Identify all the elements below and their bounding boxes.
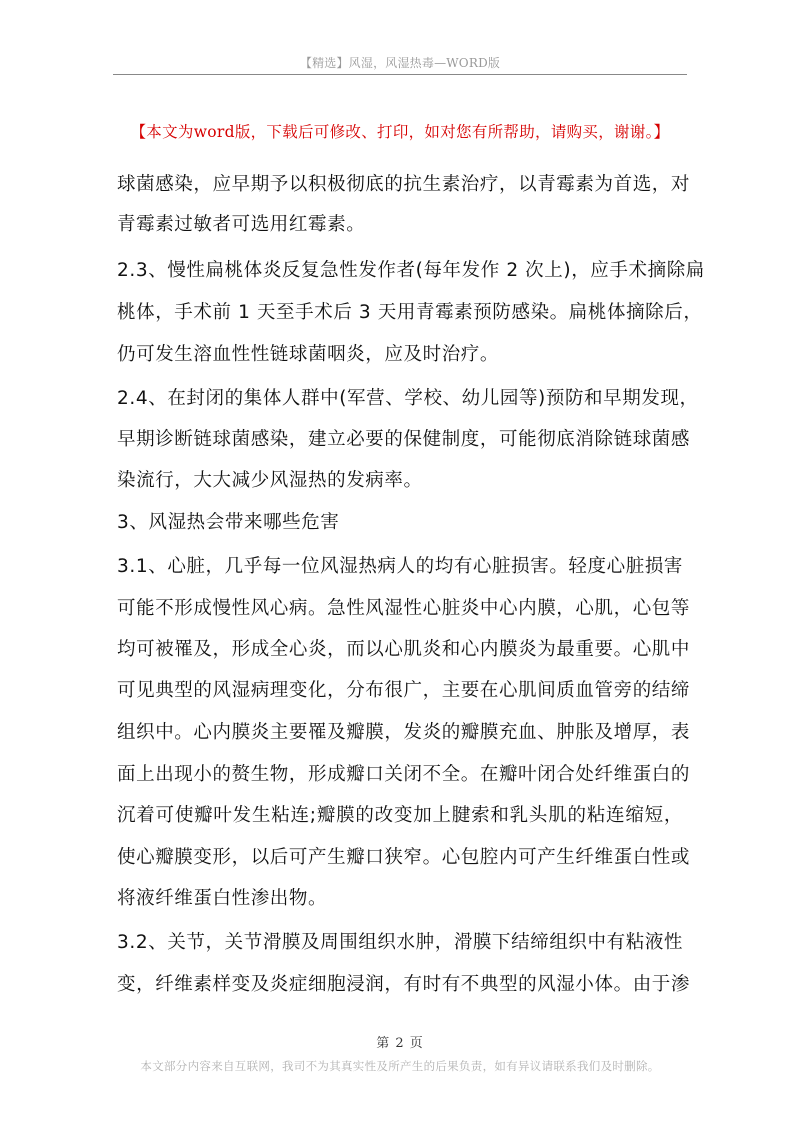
header-divider bbox=[113, 74, 687, 75]
page-number: 第 2 页 bbox=[376, 1036, 424, 1051]
page-header-title: 【精选】风湿，风湿热毒—WORD版 bbox=[299, 56, 501, 70]
body-line-7: 早期诊断链球菌感染，建立必要的保健制度，可能彻底消除链球菌感 bbox=[117, 429, 691, 450]
body-line-19: 3.2、关节，关节滑膜及周围组织水肿，滑膜下结缔组织中有粘液性 bbox=[117, 932, 684, 953]
body-line-20: 变，纤维素样变及炎症细胞浸润，有时有不典型的风湿小体。由于渗 bbox=[117, 974, 691, 995]
body-line-8: 染流行，大大减少风湿热的发病率。 bbox=[117, 470, 423, 491]
body-line-11: 可能不形成慢性风心病。急性风湿性心脏炎中心内膜，心肌，心包等 bbox=[117, 598, 691, 619]
body-line-15: 面上出现小的赘生物，形成瓣口关闭不全。在瓣叶闭合处纤维蛋白的 bbox=[117, 764, 691, 785]
footer-disclaimer: 本文部分内容来自互联网，我司不为其真实性及所产生的后果负责，如有异议请联系我们及时删除。 bbox=[140, 1059, 660, 1073]
body-line-10: 3.1、心脏，几乎每一位风湿热病人的均有心脏损害。轻度心脏损害 bbox=[117, 556, 684, 577]
body-line-18: 将液纤维蛋白性渗出物。 bbox=[117, 888, 328, 909]
body-line-12: 均可被罹及，形成全心炎，而以心肌炎和心内膜炎为最重要。心肌中 bbox=[117, 639, 691, 660]
body-line-1: 球菌感染，应早期予以积极彻底的抗生素治疗，以青霉素为首选，对 bbox=[117, 174, 691, 195]
body-line-5: 仍可发生溶血性性链球菌咽炎，应及时治疗。 bbox=[117, 344, 500, 365]
body-line-3: 2.3、慢性扁桃体炎反复急性发作者(每年发作 2 次上)，应手术摘除扁 bbox=[117, 260, 705, 281]
body-line-4: 桃体，手术前 1 天至手术后 3 天用青霉素预防感染。扁桃体摘除后， bbox=[117, 302, 703, 323]
download-notice: 【本文为word版，下载后可修改、打印，如对您有所帮助，请购买，谢谢。】 bbox=[130, 123, 670, 141]
body-line-17: 使心瓣膜变形，以后可产生瓣口狭窄。心包腔内可产生纤维蛋白性或 bbox=[117, 847, 691, 868]
body-line-16: 沉着可使瓣叶发生粘连;瓣膜的改变加上腱索和乳头肌的粘连缩短， bbox=[117, 805, 683, 826]
body-line-13: 可见典型的风湿病理变化，分布很广，主要在心肌间质血管旁的结缔 bbox=[117, 680, 691, 701]
body-line-14: 组织中。心内膜炎主要罹及瓣膜，发炎的瓣膜充血、肿胀及增厚，表 bbox=[117, 722, 691, 743]
body-line-6: 2.4、在封闭的集体人群中(军营、学校、幼儿园等)预防和早期发现， bbox=[117, 388, 699, 409]
section-heading: 3、风湿热会带来哪些危害 bbox=[117, 512, 340, 533]
body-line-2: 青霉素过敏者可选用红霉素。 bbox=[117, 214, 366, 235]
